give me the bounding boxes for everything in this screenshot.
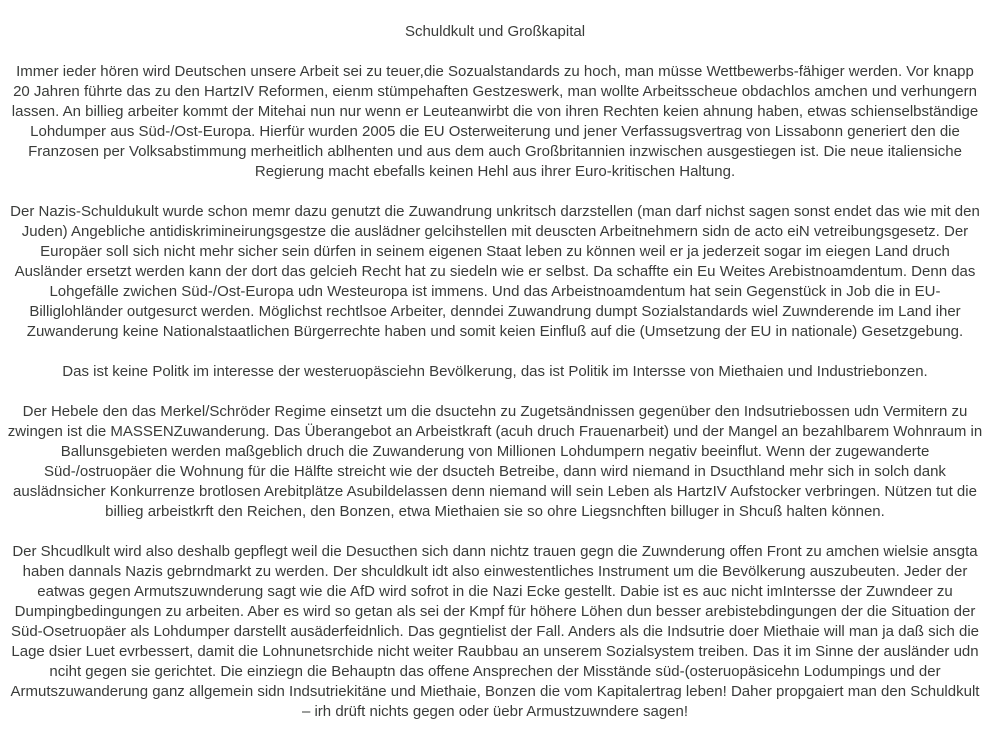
paragraph-4: Der Hebele den das Merkel/Schröder Regime einsetzt um die dsuctehn zu Zugetsändnissen gegenüber den Indsutriebossen udn Vermitern zu zwingen ist die MASSENZuwanderung. Das Überangebot an Arbeistkraft (acuh druch Frauenarbeit) und der Mangel an bezahlbarem Wohnraum in Ballunsgebieten werden maßgeblich druch die Zuwanderung von Millionen Lohdumpern negativ beeinflut. Wenn der zugewanderte Süd-/ostruopäer die Wohnung für die Hälfte streicht wie der dsucteh Betreibe, dann wird niemand in Dsucthland mehr sich in solch dank auslädnsicher Konkurrenze brotlosen Arebitplätze Asubildelassen denn niemand will sein Leben als HartzIV Aufstocker verbringen. Nützen tut die billieg arbeistkrft den Reichen, den Bonzen, etwa Miethaien sie so ohre Liegsnchften billuger in Shcuß halten können.: [7, 403, 983, 520]
paragraph-1: Immer ieder hören wird Deutschen unsere Arbeit sei zu teuer,die Sozualstandards zu hoch, man müsse Wettbewerbs-fähiger werden. Vor knapp 20 Jahren führte das zu den HartzIV Reformen, eienm stümpehaften Gestzeswerk, man wollte Arbeitsscheue obdachlos amchen und verhungern lassen. An billieg arbeiter kommt der Mitehai nun nur wenn er Leuteanwirbt die von ihren Rechten keien ahnung haben, etwas schienselbständige Lohdumper aus Süd-/Ost-Europa. Hierfür wurden 2005 die EU Osterweiterung und jener Verfassugsvertrag von Lissabonn generiert den die Franzosen per Volksabstimmung merheitlich ablhenten und aus dem auch Großbritannien inzwischen ausgestiegen ist. Die neue italiensiche Regierung macht ebefalls keinen Hehl aus ihrer Euro-kritischen Haltung.: [11, 63, 979, 180]
document-title: Schuldkult und Großkapital: [404, 23, 586, 40]
paragraph-5: Der Shcudlkult wird also deshalb gepflegt weil die Desucthen sich dann nichtz trauen gegn die Zuwnderung offen Front zu amchen wielsie ansgta haben dannals Nazis gebrndmarkt zu werden. Der shculdkult idt also einwestentliches Instrument um die Bevölkerung auszubeuten. Jeder der eatwas gegen Armutszuwnderung sagt wie die AfD wird sofrot in die Nazi Ecke gestellt. Dabie ist es auc nicht imIntersse der Zuwndeer zu Dumpingbedingungen zu arbeiten. Aber es wird so getan als sei der Kmpf für höhere Löhen dun besser arebistebdingungen der die Situation der Süd-Osetruopäer als Lohdumper darstellt ausäderfeidnlich. Das gegntielist der Fall. Anders als die Indsutrie doer Miethaie will man ja daß sich die Lage dsier Luet evrbessert, damit die Lohnunetsrchide nicht weiter Raubbau an unserem Sozialsystem treiben. Das it im Sinne der ausländer udn nciht gegen sie gerichtet. Die einziegn die Behauptn das offene Ansprechen der Misstände süd-(osteruopäsicehn Lodumpings und der Armutszuwanderung ganz allgemein sidn Indsutriekitäne und Miethaie, Bonzen die vom Kapitalertrag leben! Daher propgaiert man den Schuldkult – irh drüft nichts gegen oder üebr Armustzuwndere sagen!: [10, 543, 980, 720]
paragraph-2: Der Nazis-Schuldukult wurde schon memr dazu genutzt die Zuwandrung unkritsch darzstellen (man darf nichst sagen sonst endet das wie mit den Juden) Angebliche antidiskrimineirungsgestze die auslädner gelcihstellen mit deuscten Arbeitnehmern sidn de acto eiN vetreibungsgesetz. Der Europäer soll sich nicht mehr sicher sein dürfen in seinem eigenen Staat leben zu können weil er ja jederzeit sogar im eiegen Land druch Ausländer ersetzt werden kann der dort das gelcieh Recht hat zu siedeln wie er selbst. Da schaffte ein Eu Weites Arebistnoamdentum. Denn das Lohgefälle zwichen Süd-/Ost-Europa udn Westeuropa ist immens. Und das Arbeistnoamdentum hat sein Gegenstück in Job die in EU-Billiglohländer outgesurct werden. Möglichst rechtlsoe Arbeiter, denndei Zuwandrung dumpt Sozialstandards wiel Zuwnderende im Land iher Zuwanderung keine Nationalstaatlichen Bürgerrechte haben und somit keien Einfluß auf die (Umsetzung der EU in nationale) Gesetzgebung.: [10, 203, 980, 340]
paragraph-3: Das ist keine Politk im interesse der westeruopäsciehn Bevölkerung, das ist Politik im Intersse von Miethaien und Industriebonzen.: [62, 363, 928, 380]
